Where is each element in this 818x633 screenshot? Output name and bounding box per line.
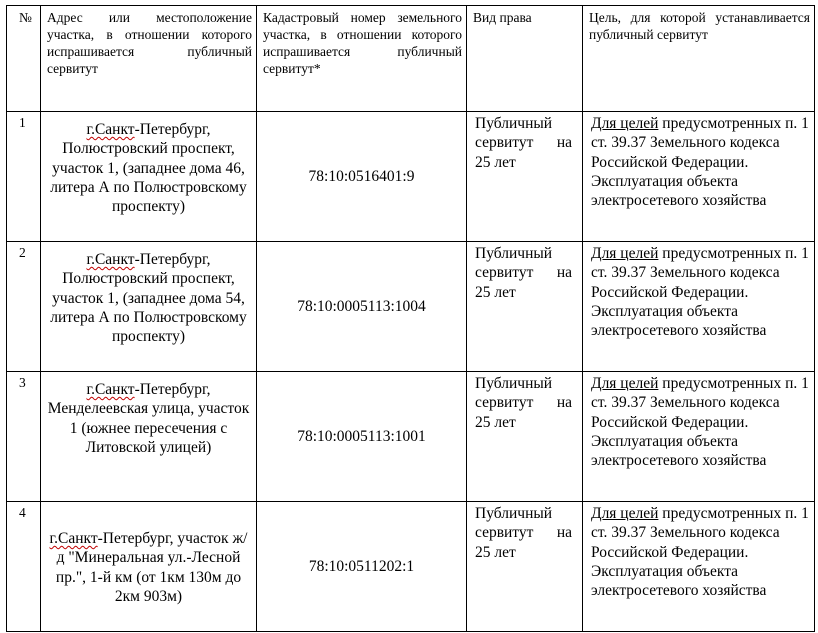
row-cadastral: 78:10:0005113:1001 bbox=[257, 372, 467, 502]
purpose-text: предусмотренных п. 1 ст. 39.37 Земельного кодекса Российской Федерации. Эксплуатация объекта электросетевого хозяйства bbox=[591, 505, 809, 600]
right-line-1: Публичный bbox=[475, 115, 553, 132]
city-name: г.Санкт bbox=[49, 530, 98, 547]
row-purpose bbox=[583, 112, 815, 242]
table-row bbox=[7, 502, 815, 632]
row-right-type bbox=[467, 112, 583, 242]
row-num: 1 bbox=[7, 112, 41, 242]
row-num: 4 bbox=[7, 502, 41, 632]
right-line-3: 25 лет bbox=[475, 543, 516, 561]
row-cadastral: 78:10:0516401:9 bbox=[257, 112, 467, 242]
header-purpose: Цель, для которой устанавливается публичный сервитут bbox=[583, 6, 815, 112]
header-address: Адрес или местоположение участка, в отношении которого испрашивается публичный сервитут bbox=[41, 6, 257, 112]
right-word-2: на bbox=[556, 394, 572, 412]
address-text: -Петербург, Полюстровский проспект, участок 1, (западнее дома 54, литера А по Полюстровскому проспекту) bbox=[50, 251, 247, 346]
purpose-underlined: Для целей bbox=[591, 245, 659, 262]
row-address bbox=[41, 112, 257, 242]
address-text: -Петербург, участок ж/д "Минеральная ул.-Лесной пр.", 1-й км (от 1км 130м до 2км 903м) bbox=[55, 530, 248, 605]
right-word-2: на bbox=[556, 134, 572, 152]
right-line-3: 25 лет bbox=[475, 153, 516, 171]
row-address bbox=[41, 242, 257, 372]
row-address bbox=[41, 372, 257, 502]
row-cadastral: 78:10:0511202:1 bbox=[257, 502, 467, 632]
city-name: г.Санкт bbox=[86, 381, 135, 398]
right-line-2 bbox=[475, 263, 572, 282]
city-name: г.Санкт bbox=[86, 251, 135, 268]
table-row bbox=[7, 372, 815, 502]
address-text: -Петербург, Полюстровский проспект, участок 1, (западнее дома 46, литера А по Полюстровскому проспекту) bbox=[50, 121, 247, 216]
right-line-2 bbox=[475, 393, 572, 412]
right-word-1: сервитут bbox=[475, 394, 534, 412]
right-line-3: 25 лет bbox=[475, 413, 516, 431]
right-line-2 bbox=[475, 133, 572, 152]
purpose-underlined: Для целей bbox=[591, 115, 659, 132]
right-word-1: сервитут bbox=[475, 134, 534, 152]
right-line-3: 25 лет bbox=[475, 283, 516, 301]
right-line-1: Публичный bbox=[475, 505, 553, 522]
right-word-1: сервитут bbox=[475, 264, 534, 282]
city-name: г.Санкт bbox=[86, 121, 135, 138]
header-right-type: Вид права bbox=[467, 6, 583, 112]
header-num: № bbox=[7, 6, 41, 112]
address-text: -Петербург, Менделеевская улица, участок 1 (южнее пересечения с Литовской улицей) bbox=[47, 381, 250, 456]
table-row bbox=[7, 242, 815, 372]
right-word-2: на bbox=[556, 524, 572, 542]
row-right-type bbox=[467, 372, 583, 502]
purpose-underlined: Для целей bbox=[591, 505, 659, 522]
table-row bbox=[7, 112, 815, 242]
purpose-underlined: Для целей bbox=[591, 375, 659, 392]
header-cadastral: Кадастровый номер земельного участка, в отношении которого испрашивается публичный сервитут* bbox=[257, 6, 467, 112]
right-line-1: Публичный bbox=[475, 375, 553, 392]
row-num: 3 bbox=[7, 372, 41, 502]
purpose-text: предусмотренных п. 1 ст. 39.37 Земельного кодекса Российской Федерации. Эксплуатация объекта электросетевого хозяйства bbox=[591, 115, 809, 210]
row-purpose bbox=[583, 502, 815, 632]
right-word-1: сервитут bbox=[475, 524, 534, 542]
row-address bbox=[41, 502, 257, 632]
row-purpose bbox=[583, 372, 815, 502]
right-line-1: Публичный bbox=[475, 245, 553, 262]
purpose-text: предусмотренных п. 1 ст. 39.37 Земельного кодекса Российской Федерации. Эксплуатация объекта электросетевого хозяйства bbox=[591, 375, 809, 470]
row-num: 2 bbox=[7, 242, 41, 372]
header-row bbox=[7, 6, 815, 112]
row-right-type bbox=[467, 502, 583, 632]
row-right-type bbox=[467, 242, 583, 372]
row-cadastral: 78:10:0005113:1004 bbox=[257, 242, 467, 372]
right-line-2 bbox=[475, 523, 572, 542]
row-purpose bbox=[583, 242, 815, 372]
purpose-text: предусмотренных п. 1 ст. 39.37 Земельного кодекса Российской Федерации. Эксплуатация объекта электросетевого хозяйства bbox=[591, 245, 809, 340]
right-word-2: на bbox=[556, 264, 572, 282]
servitude-table bbox=[6, 5, 815, 632]
